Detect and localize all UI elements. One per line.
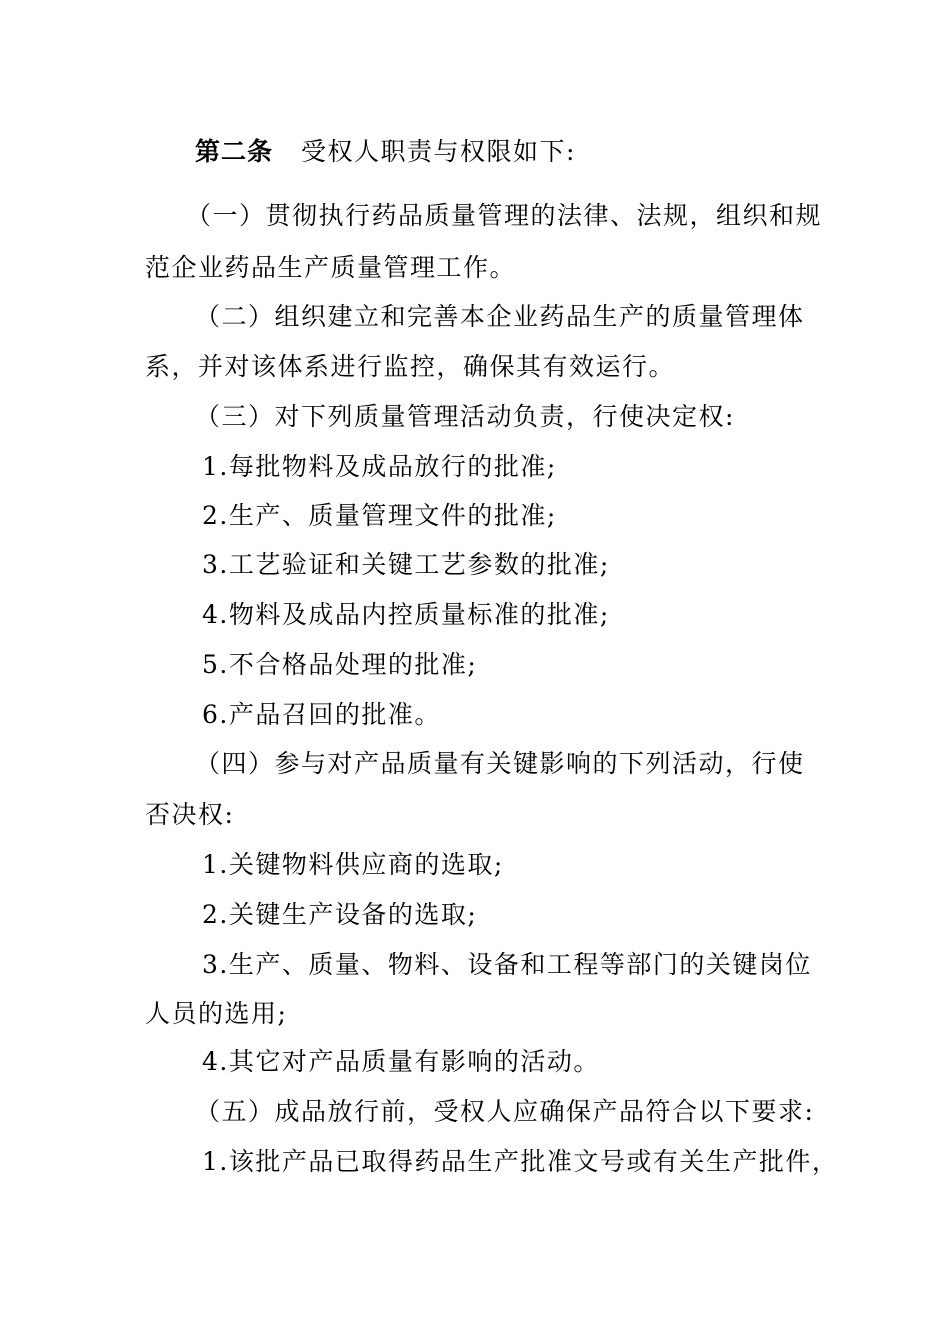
paragraph-1-line-1: （一）贯彻执行药品质量管理的法律、法规，组织和规 [186, 201, 823, 230]
paragraph-3-line-1: （三）对下列质量管理活动负责，行使决定权: [195, 402, 735, 431]
paragraph-2-line-1: （二）组织建立和完善本企业药品生产的质量管理体 [195, 302, 805, 331]
article-number: 第二条 [195, 137, 274, 166]
paragraph-4-line-2: 否决权: [145, 800, 235, 829]
paragraph-5-line-1: （五）成品放行前，受权人应确保产品符合以下要求: [195, 1097, 815, 1126]
paragraph-1-line-2: 范企业药品生产质量管理工作。 [145, 253, 517, 282]
article-title: 受权人职责与权限如下: [301, 137, 576, 166]
list-item-8: 2.关键生产设备的选取; [202, 900, 478, 929]
list-item-1: 1.每批物料及成品放行的批准; [202, 452, 557, 481]
list-item-7: 1.关键物料供应商的选取; [202, 850, 504, 879]
list-item-4: 4.物料及成品内控质量标准的批准; [202, 600, 610, 629]
paragraph-4-line-1: （四）参与对产品质量有关键影响的下列活动，行使 [195, 749, 805, 778]
list-item-11: 1.该批产品已取得药品生产批准文号或有关生产批件， [202, 1147, 839, 1176]
list-item-3: 3.工艺验证和关键工艺参数的批准; [202, 550, 610, 579]
list-item-2: 2.生产、质量管理文件的批准; [202, 501, 557, 530]
list-item-9-line-1: 3.生产、质量、物料、设备和工程等部门的关键岗位 [202, 950, 812, 979]
paragraph-2-line-2: 系，并对该体系进行监控，确保其有效运行。 [145, 352, 676, 381]
list-item-10: 4.其它对产品质量有影响的活动。 [202, 1047, 600, 1076]
list-item-6: 6.产品召回的批准。 [202, 700, 441, 729]
list-item-9-line-2: 人员的选用; [145, 999, 288, 1028]
list-item-5: 5.不合格品处理的批准; [202, 650, 478, 679]
article-heading-line [195, 137, 576, 167]
